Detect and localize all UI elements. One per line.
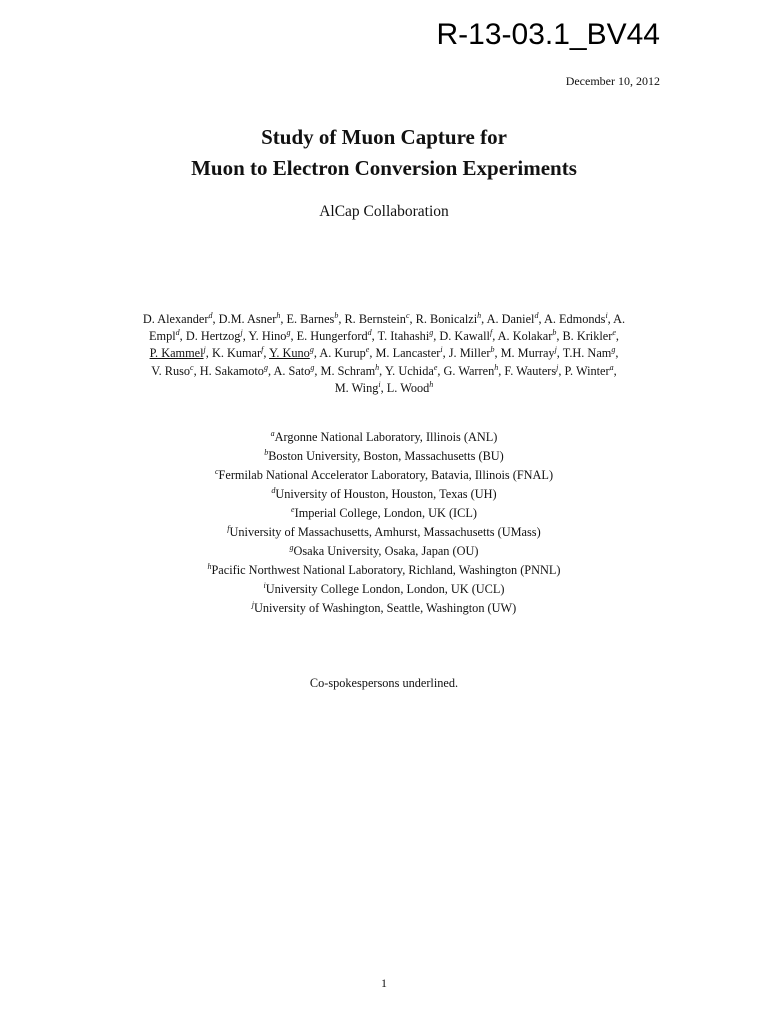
author-affiliation-mark: g [310,362,315,372]
author-name: Y. Uchida [384,363,434,378]
author-name: L. Wood [386,380,430,395]
author-affiliation-mark: d [208,310,213,320]
affiliation-text: Pacific Northwest National Laboratory, Richland, Washington (PNNL) [211,563,561,577]
author-name: E. Barnes [286,312,335,326]
author-affiliation-mark: e [365,345,370,355]
author-name: M. Murray [500,346,555,361]
affiliation-item [0,447,768,466]
author-name: E. Hungerford [296,329,368,344]
affiliation-text: Osaka University, Osaka, Japan (OU) [293,544,479,558]
author-affiliation-mark: i [378,379,381,389]
author-affiliation-mark: h [276,310,281,320]
author-name: A. Edmonds [543,312,606,326]
affiliation-item [0,428,768,447]
author-line: M. Wing$^i$, L. Wood$^h$ [334,379,434,395]
author-affiliation-mark: h [429,379,434,389]
author-line: D. Alexander$^d$, D.M. Asner$^h$, E. Barnes$^b$, R. Bernstein$^c$, R. Bonicalzi$^h$, A. Daniel$^d$, A. Edmonds$^i$, A. [142,310,626,326]
affiliation-item [0,523,768,542]
author-name: F. Wauters [504,363,557,378]
author-name: T. Itahashi [377,329,430,344]
author-name: M. Schram [320,363,376,378]
affiliation-item [0,504,768,523]
author-name: D. Hertzog [185,329,241,344]
author-name: G. Warren [443,363,495,378]
affiliation-mark: b [264,447,269,457]
author-name: R. Bernstein [344,312,406,326]
author-affiliation-mark: h [477,310,482,320]
author-affiliation-mark: g [309,345,314,355]
author-affiliation-mark: g [286,328,291,338]
author-affiliation-mark: f [489,328,493,338]
author-name: A. Daniel [486,312,535,326]
author-name: A. Kurup [319,346,366,361]
affiliation-item [0,466,768,485]
author-name: A. Kolakar [497,329,553,344]
author-affiliation-mark: c [190,362,194,372]
author-affiliation-mark: d [534,310,539,320]
affiliation-text: University College London, London, UK (UCL) [265,582,505,596]
affiliation-item [0,542,768,561]
affiliation-mark: e [291,504,295,514]
author-name: B. Krikler [562,329,613,344]
affiliation-text: Imperial College, London, UK (ICL) [294,506,477,520]
affiliation-list [0,428,768,618]
author-separator: , [615,346,619,361]
affiliation-mark: a [270,428,275,438]
author-name: Y. Hino [248,329,287,344]
author-separator: , A. [607,312,626,326]
author-affiliation-mark: j [203,345,206,355]
author-name: M. Wing [334,380,379,395]
affiliation-item [0,599,768,618]
author-affiliation-mark: b [552,328,557,338]
affiliation-mark: c [214,466,219,476]
author-name: V. Ruso [151,363,191,378]
affiliation-item [0,485,768,504]
author-affiliation-mark: a [609,362,614,372]
author-name: Empl [149,329,176,344]
author-name: T.H. Nam [562,346,612,361]
author-name: H. Sakamoto [199,363,264,378]
author-name: D.M. Asner [218,312,277,326]
affiliation-mark: d [271,485,276,495]
author-name: A. Sato [273,363,311,378]
author-affiliation-mark: i [440,345,443,355]
affiliation-mark: i [263,580,266,590]
affiliation-mark: h [207,561,212,571]
author-name: J. Miller [448,346,491,361]
affiliation-item [0,580,768,599]
page-number: 1 [381,976,387,990]
title-line-1: Study of Muon Capture for [261,125,507,149]
author-name: K. Kumar [211,346,262,361]
author-affiliation-mark: j [556,362,559,372]
affiliation-text: University of Houston, Houston, Texas (UH) [275,487,497,501]
affiliation-item [0,561,768,580]
collaboration-name: AlCap Collaboration [319,203,449,220]
report-id: R-13-03.1_BV44 [436,18,660,51]
author-line: P. Kammel$^j$, K. Kumar$^f$, Y. Kuno$^g$, A. Kurup$^e$, M. Lancaster$^i$, J. Miller$^b$, M. Murray$^j$, T.H. Nam$^g$, [149,345,619,361]
author-list [100,311,668,397]
author-affiliation-mark: h [375,362,380,372]
affiliation-text: University of Washington, Seattle, Washington (UW) [253,601,517,615]
author-affiliation-mark: c [405,310,410,320]
author-affiliation-mark: g [429,328,434,338]
affiliation-text: Boston University, Boston, Massachusetts (BU) [268,449,504,463]
paper-title [0,122,768,184]
author-name: D. Kawall [439,329,490,344]
author-affiliation-mark: d [175,328,180,338]
document-date: December 10, 2012 [565,74,660,88]
author-separator: , [615,329,619,344]
author-affiliation-mark: d [367,328,372,338]
author-affiliation-mark: b [334,310,339,320]
affiliation-mark: g [289,542,294,552]
author-affiliation-mark: j [240,328,243,338]
author-affiliation-mark: g [611,345,616,355]
author-name: Y. Kuno [269,346,310,361]
affiliation-text: Fermilab National Accelerator Laboratory, Batavia, Illinois (FNAL) [218,468,554,482]
author-name: P. Kammel [149,346,204,361]
author-name: R. Bonicalzi [415,312,478,326]
author-name: P. Winter [564,363,610,378]
author-affiliation-mark: e [612,328,616,338]
author-name: D. Alexander [142,312,209,326]
author-affiliation-mark: e [433,362,438,372]
author-affiliation-mark: b [490,345,495,355]
affiliation-mark: f [227,523,230,533]
affiliation-text: University of Massachusetts, Amhurst, Massachusetts (UMass) [229,525,541,539]
author-line: V. Ruso$^c$, H. Sakamoto$^g$, A. Sato$^g$, M. Schram$^h$, Y. Uchida$^e$, G. Warren$^h$, F. Wauters$^j$, P. Winter$^a$, [151,362,617,378]
affiliation-mark: j [251,599,254,609]
author-name: M. Lancaster [375,346,441,361]
author-separator: , [613,363,617,378]
author-affiliation-mark: i [605,310,608,320]
affiliation-text: Argonne National Laboratory, Illinois (ANL) [274,430,498,444]
author-line: Empl$^d$, D. Hertzog$^j$, Y. Hino$^g$, E. Hungerford$^d$, T. Itahashi$^g$, D. Kawall$^f$, A. Kolakar$^b$, B. Krikler$^e$, [149,328,619,344]
author-affiliation-mark: f [261,345,264,355]
author-affiliation-mark: j [554,345,557,355]
author-affiliation-mark: g [263,362,268,372]
author-affiliation-mark: h [494,362,499,372]
spokesperson-note: Co-spokespersons underlined. [309,676,459,690]
title-line-2: Muon to Electron Conversion Experiments [191,156,577,180]
